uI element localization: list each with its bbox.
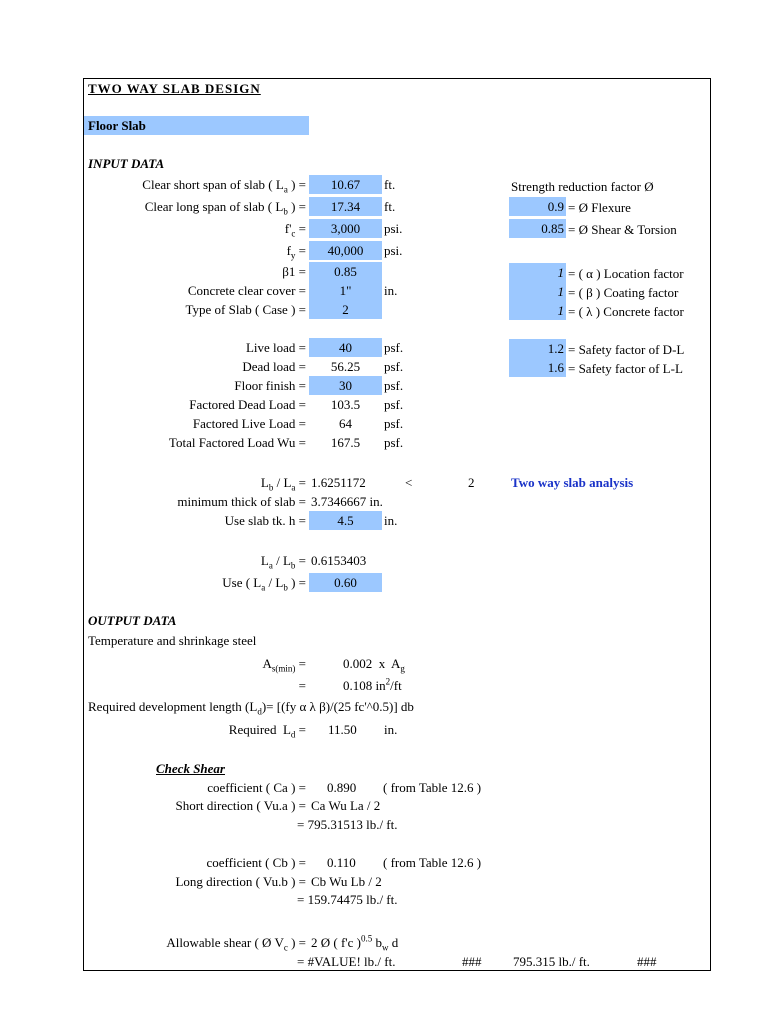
temp-shrinkage-label: Temperature and shrinkage steel [88, 633, 257, 648]
long-dir-label: Long direction ( Vu.b ) = [175, 874, 306, 889]
as-value2: 0.108 $in^2/ft$ [343, 676, 402, 693]
short-dir-label: Short direction ( Vu.a ) = [175, 798, 306, 813]
case-label: Type of Slab ( Case ) = [185, 302, 306, 317]
long-dir-formula: Cb Wu Lb / 2 [311, 874, 382, 889]
dead-load-value: 56.25 [330, 359, 361, 374]
lambda-cell[interactable]: 1 [509, 301, 566, 320]
use-ratio-cell[interactable]: 0.60 [309, 573, 382, 592]
ca-note: ( from Table 12.6 ) [383, 780, 482, 795]
fy-cell[interactable]: 40,000 [309, 241, 382, 260]
lb-la-value: 1.6251172 [311, 475, 366, 490]
ll-factor-label: = Safety factor of L-L [568, 361, 683, 376]
ca-value: 0.890 [327, 780, 357, 795]
unit-ft-1: ft. [384, 177, 396, 192]
fc-cell[interactable]: 3,000 [309, 219, 382, 238]
unit-psf-5: psf. [384, 416, 404, 431]
min-thick-value: 3.7346667 in. [311, 494, 383, 509]
fdl-value: 103.5 [330, 397, 361, 412]
long-span-cell[interactable]: 17.34 [309, 197, 382, 216]
flexure-cell[interactable]: 0.9 [509, 197, 566, 216]
beta-label: = ( β ) Coating factor [568, 285, 679, 300]
cb-note: ( from Table 12.6 ) [383, 855, 482, 870]
req-ld-label: Required $L_d$ = [228, 722, 306, 740]
input-data-header: INPUT DATA [88, 156, 165, 171]
short-dir-value: = 795.31513 lb./ ft. [297, 817, 398, 832]
cover-cell[interactable]: 1" [309, 281, 382, 300]
total-load-value: 167.5 [330, 435, 361, 450]
less-than-sign: < [405, 475, 413, 490]
as-eq-sign: = [298, 678, 306, 693]
dead-load-label: Dead load = [242, 359, 306, 374]
dl-factor-label: = Safety factor of D-L [568, 342, 685, 357]
lb-la-label: $L_b / L_a$ = [260, 475, 306, 493]
unit-psf-4: psf. [384, 397, 404, 412]
min-thick-label: minimum thick of slab = [177, 494, 306, 509]
shear-factor-label: = Ø Shear & Torsion [568, 222, 677, 237]
fll-label: Factored Live Load = [192, 416, 306, 431]
long-span-label: Clear long span of slab ( $L_b$ ) = [144, 199, 306, 217]
beta1-cell[interactable]: 0.85 [309, 262, 382, 281]
beta-cell[interactable]: 1 [509, 282, 566, 301]
floor-finish-cell[interactable]: 30 [309, 376, 382, 395]
beta1-label: β1 = [282, 264, 306, 279]
spreadsheet-sheet [83, 78, 711, 971]
as-min-label: $A_{s(min)}$ = [262, 656, 306, 674]
use-slab-cell[interactable]: 4.5 [309, 511, 382, 530]
unit-psf-1: psf. [384, 340, 404, 355]
short-span-label: Clear short span of slab ( $L_a$ ) = [142, 177, 306, 195]
lambda-label: = ( λ ) Concrete factor [568, 304, 684, 319]
case-cell[interactable]: 2 [309, 300, 382, 319]
allowable-shear-formula: 2 Ø ( f'c )$^{0.5}$ $b_w$ d [311, 933, 399, 953]
ratio-limit: 2 [468, 475, 475, 490]
short-dir-formula: Ca Wu La / 2 [311, 798, 381, 813]
unit-in-1: in. [384, 283, 398, 298]
dl-factor-cell[interactable]: 1.2 [509, 339, 566, 358]
total-load-label: Total Factored Load Wu = [168, 435, 306, 450]
fll-value: 64 [339, 416, 352, 431]
allowable-shear-value: = #VALUE! lb./ ft. [297, 954, 396, 969]
cb-label: coefficient ( Cb ) = [206, 855, 306, 870]
unit-psi-1: psi. [384, 221, 403, 236]
strength-reduction-header: Strength reduction factor Ø [511, 179, 654, 194]
two-way-slab-analysis: Two way slab analysis [511, 475, 634, 490]
sheet-title: TWO WAY SLAB DESIGN [88, 81, 261, 96]
unit-in-2: in. [384, 513, 398, 528]
unit-psf-6: psf. [384, 435, 404, 450]
allowable-shear-label: Allowable shear ( Ø $V_c$ ) = [166, 935, 306, 953]
flexure-label: = Ø Flexure [568, 200, 631, 215]
live-load-label: Live load = [245, 340, 306, 355]
alpha-label: = ( α ) Location factor [568, 266, 684, 281]
overflow-hash-2: ### [637, 954, 657, 969]
unit-in-3: in. [384, 722, 398, 737]
ll-factor-cell[interactable]: 1.6 [509, 358, 566, 377]
cb-value: 0.110 [327, 855, 356, 870]
ca-label: coefficient ( Ca ) = [207, 780, 306, 795]
fy-label: $f_y$ = [286, 243, 306, 261]
shear-factor-cell[interactable]: 0.85 [509, 219, 566, 238]
short-span-cell[interactable]: 10.67 [309, 175, 382, 194]
req-ld-value: 11.50 [328, 722, 357, 737]
output-data-header: OUTPUT DATA [88, 613, 177, 628]
unit-ft-2: ft. [384, 199, 396, 214]
overflow-hash-1: ### [462, 954, 482, 969]
unit-psi-2: psi. [384, 243, 403, 258]
la-lb-label: $L_a / L_b$ = [260, 553, 306, 571]
unit-psf-2: psf. [384, 359, 404, 374]
use-ratio-label: Use ( $L_a / L_b$ ) = [222, 575, 306, 593]
use-slab-label: Use slab tk. h = [224, 513, 306, 528]
unit-psf-3: psf. [384, 378, 404, 393]
fdl-label: Factored Dead Load = [189, 397, 306, 412]
floor-finish-label: Floor finish = [234, 378, 306, 393]
cover-label: Concrete clear cover = [187, 283, 306, 298]
la-lb-value: 0.6153403 [311, 553, 367, 568]
dev-length-label: Required development length $(L_d)= [(fy$ α λ β)/(25 fc'^0.5)] db [88, 699, 414, 717]
fc-label: $f'_c$ = [284, 221, 306, 239]
allowable-shear-value2: 795.315 lb./ ft. [513, 954, 590, 969]
long-dir-value: = 159.74475 lb./ ft. [297, 892, 398, 907]
as-min-value: 0.002 x $A_g$ [343, 656, 405, 674]
check-shear-header: Check Shear [156, 761, 225, 776]
live-load-cell[interactable]: 40 [309, 338, 382, 357]
floor-slab-cell[interactable]: Floor Slab [84, 116, 309, 135]
alpha-cell[interactable]: 1 [509, 263, 566, 282]
